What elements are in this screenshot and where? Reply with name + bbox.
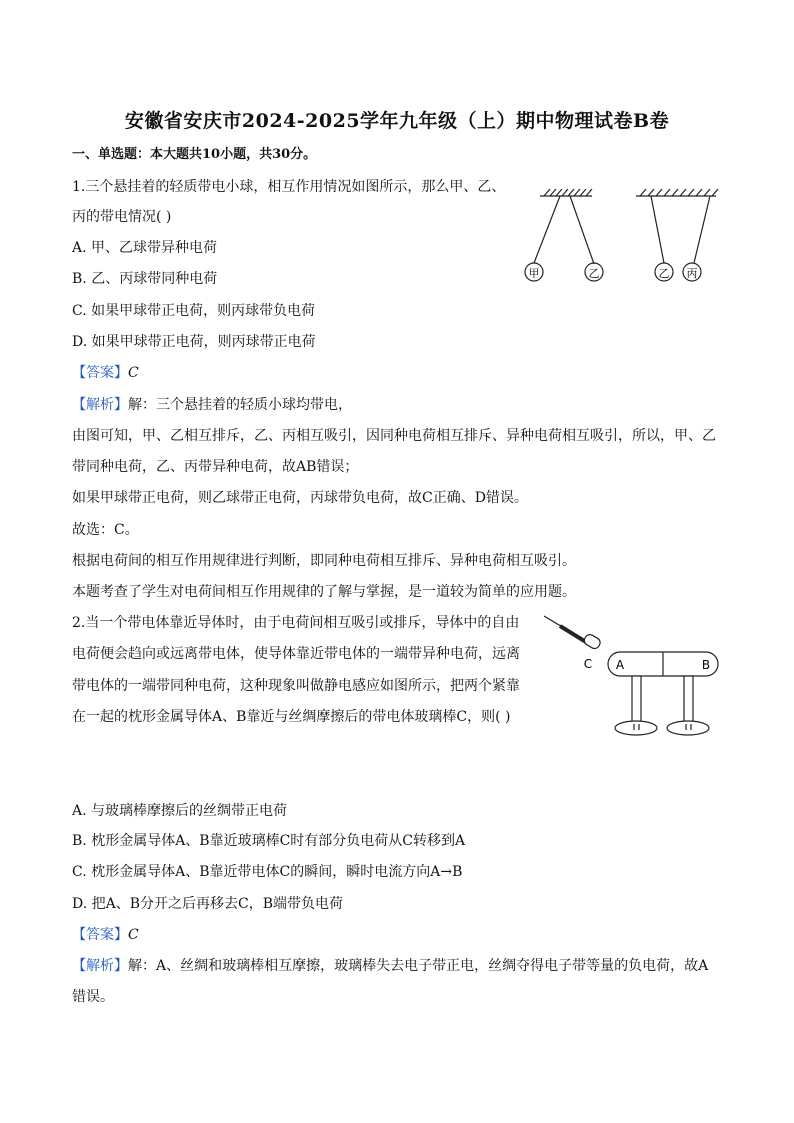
q2-stem-line-2: 电荷便会趋向或远离带电体，使导体靠近带电体的一端带异种电荷，远离 <box>72 646 520 662</box>
q1-option-d: D. 如果甲球带正电荷，则丙球带正电荷 <box>72 334 316 350</box>
analysis-label: 【解析】 <box>72 397 128 413</box>
rod-c-label: C <box>583 657 593 671</box>
q1-analysis-line-1 <box>72 396 352 414</box>
q2-figure-conductors <box>538 612 728 744</box>
answer-label: 【答案】 <box>72 365 128 381</box>
ball-yi-label-2: 乙 <box>658 267 670 280</box>
answer-value: C <box>128 365 139 381</box>
ball-yi-label: 乙 <box>588 267 600 280</box>
q2-answer <box>72 926 139 944</box>
q2-analysis-line-2: 错误。 <box>72 989 114 1005</box>
section-heading: 一、单选题：本大题共10小题，共30分。 <box>72 147 317 162</box>
answer-label: 【答案】 <box>72 927 128 943</box>
q1-analysis-line-7: 本题考查了学生对电荷间相互作用规律的了解与掌握，是一道较为简单的应用题。 <box>72 584 576 600</box>
q1-option-c: C. 如果甲球带正电荷，则丙球带负电荷 <box>72 303 316 319</box>
q1-figure-hanging-balls <box>520 180 730 290</box>
q2-option-c: C. 枕形金属导体A、B靠近带电体C的瞬间，瞬时电流方向A→B <box>72 864 463 880</box>
q1-analysis-line-3: 带同种电荷，乙、丙带异种电荷，故AB错误； <box>72 459 359 475</box>
q1-stem-line-1: 1.三个悬挂着的轻质带电小球，相互作用情况如图所示，那么甲、乙、 <box>72 179 506 195</box>
q1-analysis-line-5: 故选：C。 <box>72 522 139 538</box>
q2-option-b: B. 枕形金属导体A、B靠近玻璃棒C时有部分负电荷从C转移到A <box>72 833 466 849</box>
conductor-a-label: A <box>615 658 625 672</box>
q1-analysis-line-6: 根据电荷间的相互作用规律进行判断，即同种电荷相互排斥、异种电荷相互吸引。 <box>72 553 576 569</box>
q1-option-b: B. 乙、丙球带同种电荷 <box>72 271 218 287</box>
analysis-text: 解：A、丝绸和玻璃棒相互摩擦，玻璃棒失去电子带正电，丝绸夺得电子带等量的负电荷，故A <box>128 958 709 974</box>
q1-answer <box>72 364 139 382</box>
conductor-b-label: B <box>701 658 711 672</box>
analysis-label: 【解析】 <box>72 958 128 974</box>
analysis-text: 解：三个悬挂着的轻质小球均带电， <box>128 397 352 413</box>
q1-stem-line-2: 丙的带电情况( ) <box>72 209 172 225</box>
answer-value: C <box>128 927 139 943</box>
ball-bing-label: 丙 <box>686 267 698 280</box>
q2-option-a: A. 与玻璃棒摩擦后的丝绸带正电荷 <box>72 803 288 819</box>
q1-option-a: A. 甲、乙球带异种电荷 <box>72 240 218 256</box>
q1-analysis-line-2: 由图可知，甲、乙相互排斥，乙、丙相互吸引，因同种电荷相互排斥、异种电荷相互吸引，所以，甲、乙 <box>72 428 716 444</box>
q2-stem-line-1: 2.当一个带电体靠近导体时，由于电荷间相互吸引或排斥，导体中的自由 <box>72 615 520 631</box>
q2-analysis-line-1 <box>72 957 708 975</box>
page-title: 安徽省安庆市2024-2025学年九年级（上）期中物理试卷B卷 <box>124 110 670 132</box>
q2-option-d: D. 把A、B分开之后再移去C，B端带负电荷 <box>72 896 344 912</box>
q1-analysis-line-4: 如果甲球带正电荷，则乙球带正电荷，丙球带负电荷，故C正确、D错误。 <box>72 490 528 506</box>
q2-stem-line-4: 在一起的枕形金属导体A、B靠近与丝绸摩擦后的带电体玻璃棒C，则( ) <box>72 709 511 725</box>
ball-jia-label: 甲 <box>528 267 540 280</box>
q2-stem-line-3: 带电体的一端带同种电荷，这种现象叫做静电感应如图所示，把两个紧靠 <box>72 678 520 694</box>
